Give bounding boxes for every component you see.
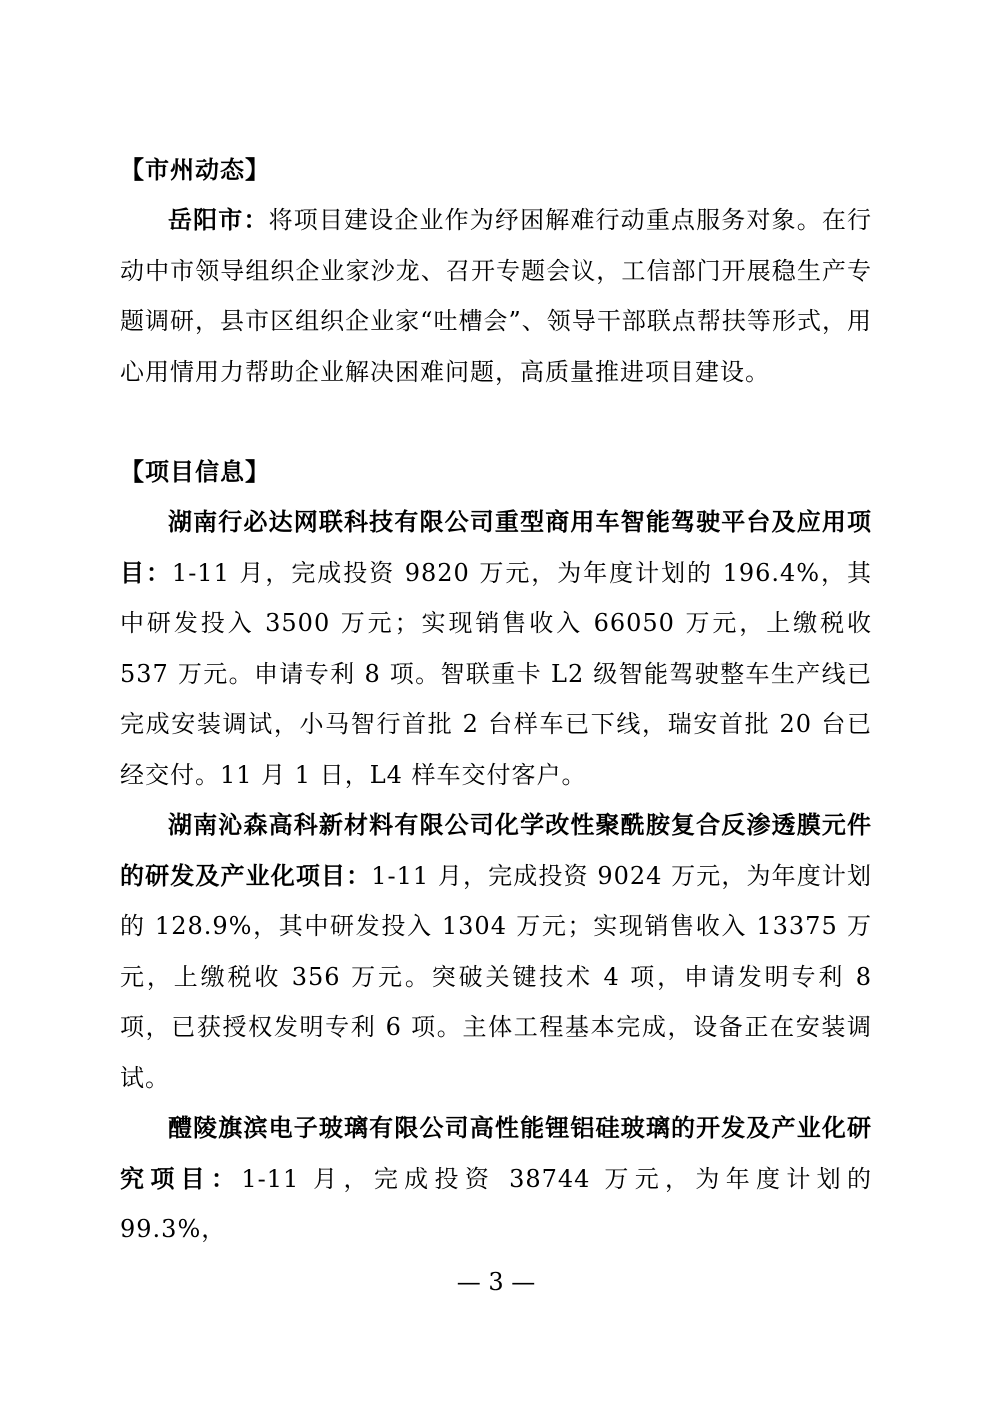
paragraph-yueyang (120, 195, 872, 397)
section-spacer (120, 397, 872, 447)
section-title-project-info: 【项目信息】 (120, 458, 270, 486)
paragraph-lead: 湖南沁森高科新材料有限公司化学改性聚酰胺复合反渗透膜元件的研发及产业化项目： (120, 811, 872, 890)
paragraph-text: 1-11 月，完成投资 9820 万元，为年度计划的 196.4%，其中研发投入 3500 万元；实现销售收入 66050 万元，上缴税收 537 万元。申请专利 8 项。智联重卡 L2 级智能驾驶整车生产线已完成安装调试，小马智行首批 2 台样车已下线，瑞安首批 20 台已经交付。11 月 1 日，L4 样车交付客户。 (120, 558, 873, 789)
paragraph-qibin (120, 1103, 872, 1255)
section-title-city-news: 【市州动态】 (120, 156, 270, 184)
paragraph-xingbida (120, 497, 872, 800)
paragraph-text: 1-11 月，完成投资 38744 万元，为年度计划的 99.3%， (120, 1164, 873, 1243)
paragraph-text: 1-11 月，完成投资 9024 万元，为年度计划的 128.9%，其中研发投入 1304 万元；实现销售收入 13375 万元，上缴税收 356 万元。突破关键技术 4 项，申请发明专利 8 项，已获授权发明专利 6 项。主体工程基本完成，设备正在安装调试。 (120, 861, 872, 1092)
paragraph-lead: 湖南行必达网联科技有限公司重型商用车智能驾驶平台及应用项目： (120, 508, 872, 587)
document-body (120, 145, 872, 1255)
page-number: — 3 — (456, 1268, 536, 1296)
paragraph-lead: 醴陵旗滨电子玻璃有限公司高性能锂铝硅玻璃的开发及产业化研究项目： (120, 1114, 872, 1193)
paragraph-qinsen (120, 800, 872, 1103)
paragraph-text: 将项目建设企业作为纾困解难行动重点服务对象。在行动中市领导组织企业家沙龙、召开专题会议，工信部门开展稳生产专题调研，县市区组织企业家“吐槽会”、领导干部联点帮扶等形式，用心用情用力帮助企业解决困难问题，高质量推进项目建设。 (120, 206, 872, 386)
paragraph-lead: 岳阳市： (168, 206, 269, 234)
